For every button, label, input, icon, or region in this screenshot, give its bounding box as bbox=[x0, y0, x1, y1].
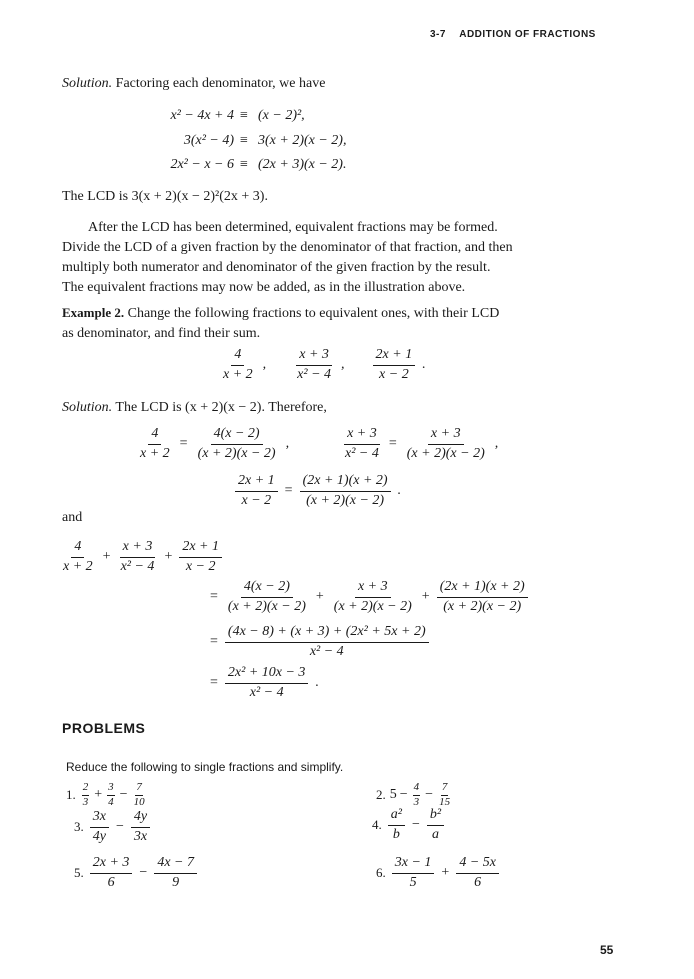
example2-label: Example 2. bbox=[62, 305, 125, 320]
problem-5: 5. $\frac{2x + 3}{6}$ − $\frac{4x - 7}{9}$ bbox=[74, 856, 199, 890]
solution2-label: Solution. bbox=[62, 400, 113, 415]
eq3-rel: ≡ bbox=[240, 157, 248, 172]
example2-text-line1: Change the following fractions to equivalent ones, with their LCD bbox=[127, 306, 500, 321]
section-number: 3-7 bbox=[430, 29, 446, 40]
problem-3: 3. $\frac{3x}{4y}$ − $\frac{4y}{3x}$ bbox=[74, 810, 152, 844]
lcd-statement-1: The LCD is 3(x + 2)(x − 2)²(2x + 3). bbox=[62, 189, 268, 204]
eq1-lhs: x² − 4x + 4 bbox=[170, 108, 234, 123]
page-number: 55 bbox=[600, 943, 614, 957]
fraction: $\frac{2x + 1}{x - 2}$ bbox=[373, 348, 416, 382]
sum-step3: = $\frac{\text{2x² + 10x − 3}}{\text{x² − 4}}$ . bbox=[210, 665, 319, 700]
equivalent-fraction-b: $\frac{x + 3}{\text{x² − 4}}$ = $\frac{x + 3}{(x + 2)(x - 2)}$ , bbox=[345, 426, 499, 461]
fraction: $\frac{x + 3}{\text{x² − 4}}$ bbox=[297, 347, 332, 382]
sum-step1: = $\frac{4(x - 2)}{(x + 2)(x - 2)}$ + $\frac{x + 3}{(x + 2)(x - 2)}$ + $\frac{(2x + 1)(x + 2)}{(x + 2)(x - 2)}$ bbox=[210, 580, 530, 614]
section-title: ADDITION OF FRACTIONS bbox=[459, 29, 596, 40]
solution2-lcd-text: The LCD is (x + 2)(x − 2). Therefore, bbox=[115, 400, 327, 415]
example2-text-line2: as denominator, and find their sum. bbox=[62, 326, 261, 341]
solution1-label: Solution. bbox=[62, 76, 113, 91]
eq2-lhs: 3(x² − 4) bbox=[183, 133, 234, 148]
eq1-rel: ≡ bbox=[240, 108, 248, 123]
sum-step2: = $\frac{\text{(4x − 8) + (x + 3) + (2x² + 5x + 2)}}{\text{x² − 4}}$ bbox=[210, 625, 431, 659]
paragraph-line: The equivalent fractions may now be added, as in the illustration above. bbox=[62, 280, 466, 295]
and-word: and bbox=[62, 510, 83, 525]
problems-heading: PROBLEMS bbox=[62, 720, 146, 736]
problems-instruction: Reduce the following to single fractions and simplify. bbox=[66, 760, 344, 774]
problem-1: 1. $\frac{2}{3}$ + $\frac{3}{4}$ − $\frac{7}{10}$ bbox=[66, 781, 145, 808]
eq2-rel: ≡ bbox=[240, 133, 248, 148]
solution1-intro-text: Factoring each denominator, we have bbox=[115, 76, 326, 91]
solution1-intro bbox=[62, 76, 325, 92]
paragraph-line: After the LCD has been determined, equivalent fractions may be formed. bbox=[88, 220, 498, 235]
explanation-paragraph bbox=[62, 218, 610, 298]
fraction: $\frac{4}{x + 2}$ bbox=[223, 347, 253, 382]
equivalent-fraction-c: $\frac{2x + 1}{x - 2}$ = $\frac{(2x + 1)(x + 2)}{(x + 2)(x - 2)}$ . bbox=[233, 474, 406, 508]
problem-2: 2. 5 − $\frac{4}{3}$ − $\frac{7}{15}$ bbox=[376, 781, 451, 808]
paragraph-line: Divide the LCD of a given fraction by the denominator of that fraction, and then bbox=[62, 240, 513, 255]
solution2-intro bbox=[62, 400, 327, 416]
eq1-rhs: (x − 2)², bbox=[258, 108, 305, 123]
eq3-lhs: 2x² − x − 6 bbox=[170, 157, 234, 172]
example2-fractions: $\frac{4}{x + 2}$ , $\frac{x + 3}{\text{x² − 4}}$ , $\frac{2x + 1}{x - 2}$ . bbox=[218, 348, 431, 382]
running-header bbox=[430, 29, 596, 40]
problem-4: 4. $\frac{\text{a²}}{b}$ − $\frac{\text{b²}}{a}$ bbox=[372, 808, 446, 842]
eq2-rhs: 3(x + 2)(x − 2), bbox=[258, 133, 347, 148]
example2-statement bbox=[62, 303, 610, 344]
sum-terms: $\frac{4}{x + 2}$ + $\frac{x + 3}{\text{x² − 4}}$ + $\frac{2x + 1}{x - 2}$ bbox=[58, 540, 224, 574]
eq3-rhs: (2x + 3)(x − 2). bbox=[258, 157, 347, 172]
problem-6: 6. $\frac{3x - 1}{5}$ + $\frac{4 - 5x}{6}$ bbox=[376, 856, 501, 890]
paragraph-line: multiply both numerator and denominator of the given fraction by the result. bbox=[62, 260, 491, 275]
equivalent-fraction-a: $\frac{4}{x + 2}$ = $\frac{4(x - 2)}{(x + 2)(x - 2)}$ , bbox=[140, 426, 290, 461]
